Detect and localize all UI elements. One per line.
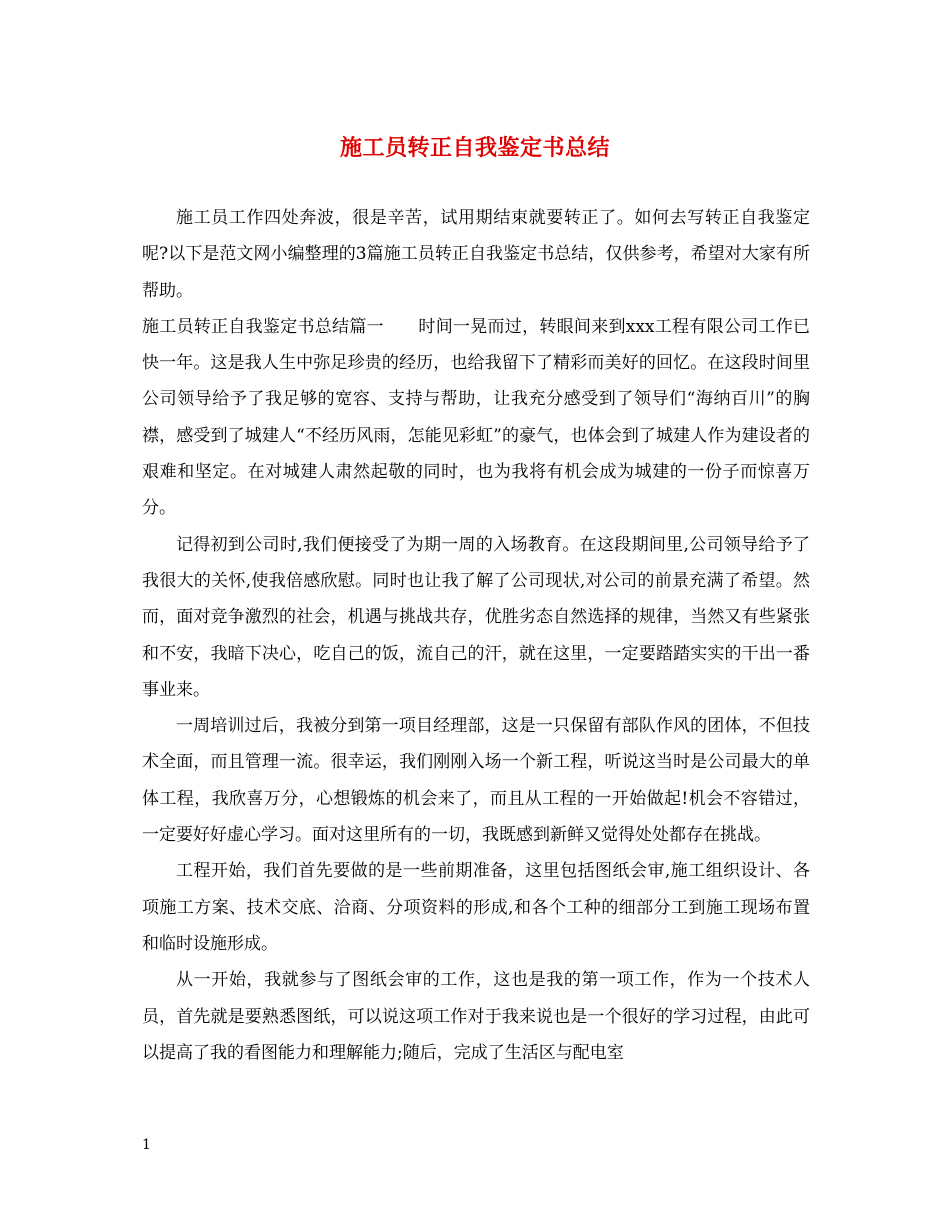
document-body	[142, 200, 810, 1071]
paragraph-project-assignment: 一周培训过后，我被分到第一项目经理部，这是一只保留有部队作风的团体，不但技术全面，而且管理一流。很幸运，我们刚刚入场一个新工程，听说这当时是公司最大的单体工程，我欣喜万分，心想锻炼的机会来了，而且从工程的一开始做起!机会不容错过，一定要好好虚心学习。面对这里所有的一切，我既感到新鲜又觉得处处都存在挑战。	[142, 716, 810, 846]
paragraph-orientation: 记得初到公司时,我们便接受了为期一周的入场教育。在这段期间里,公司领导给予了我很大的关怀,使我倍感欣慰。同时也让我了解了公司现状,对公司的前景充满了希望。然而，面对竞争激烈的社会，机遇与挑战共存，优胜劣态自然选择的规律，当然又有些紧张和不安，我暗下决心，吃自己的饭，流自己的汗，就在这里，一定要踏踏实实的干出一番事业来。	[142, 534, 810, 700]
paragraph-preparation: 工程开始，我们首先要做的是一些前期准备，这里包括图纸会审,施工组织设计、各项施工方案、技术交底、洽商、分项资料的形成,和各个工种的细部分工到施工现场布置和临时设施形成。	[142, 861, 810, 954]
document-title: 施工员转正自我鉴定书总结	[339, 135, 610, 161]
page-number: 1	[142, 1137, 151, 1153]
paragraph-section-one: 施工员转正自我鉴定书总结篇一 时间一晃而过，转眼间来到xxx工程有限公司工作已快一年。这是我人生中弥足珍贵的经历，也给我留下了精彩而美好的回忆。在这段时间里公司领导给予了我足够的宽容、支持与帮助，让我充分感受到了领导们“海纳百川”的胸襟，感受到了城建人“不经历风雨，怎能见彩虹”的豪气，也体会到了城建人作为建设者的艰难和坚定。在对城建人肃然起敬的同时，也为我将有机会成为城建的一份子而惊喜万分。	[142, 316, 810, 519]
paragraph-drawing-review: 从一开始，我就参与了图纸会审的工作，这也是我的第一项工作，作为一个技术人员，首先就是要熟悉图纸，可以说这项工作对于我来说也是一个很好的学习过程，由此可以提高了我的看图能力和理解能力;随后，完成了生活区与配电室	[142, 970, 810, 1063]
paragraph-intro: 施工员工作四处奔波，很是辛苦，试用期结束就要转正了。如何去写转正自我鉴定呢?以下是范文网小编整理的3篇施工员转正自我鉴定书总结，仅供参考，希望对大家有所帮助。	[142, 208, 810, 301]
